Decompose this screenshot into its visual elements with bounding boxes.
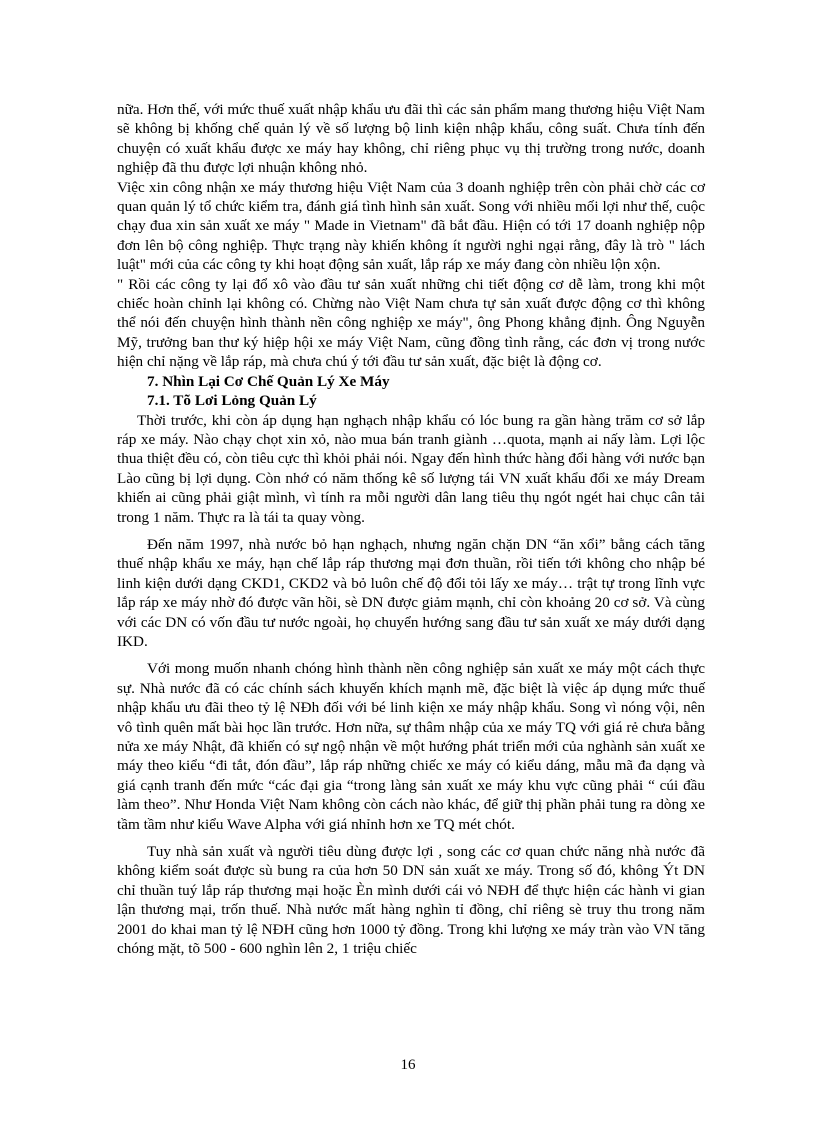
subsection-heading: 7.1. Tõ Lơi Lỏng Quản Lý xyxy=(147,392,317,410)
paragraph-6: Với mong muốn nhanh chóng hình thành nền công nghiệp sản xuất xe máy một cách thực sự. Nhà nước đã có các chính sách khuyến khích mạnh mẽ, đặc biệt là việc áp dụng mức thuế nhập khẩu ưu đãi theo tỷ lệ NĐh đối với bé linh kiện xe máy nhập khẩu. Song vì nóng vội, nên vô tình quên mất bài học lần trước. Hơn nữa, sự thâm nhập của xe máy TQ với giá rẻ chưa bằng nửa xe máy Nhật, đã khiến có sự ngộ nhận về một hướng phát triển mới của nghành sản xuất xe máy theo kiểu “đi tắt, đón đầu”, lắp ráp những chiếc xe máy có kiểu dáng, mẫu mã đa dạng và giá cạnh tranh đến mức “các đại gia “trong làng sản xuất xe máy khu vực cũng phải “ cúi đầu làm theo”. Như Honda Việt Nam không còn cách nào khác, để giữ thị phần phải tung ra dòng xe tầm tầm như kiểu Wave Alpha với giá nhỉnh hơn xe TQ mét chót. xyxy=(117,660,705,833)
paragraph-1: nữa. Hơn thế, với mức thuế xuất nhập khẩu ưu đãi thì các sản phẩm mang thương hiệu Việt Nam sẽ không bị khống chế quản lý về số lượng bộ linh kiện nhập khẩu, công suất. Chưa tính đến chuyện có xuất khẩu được xe máy hay không, chỉ riêng phục vụ thị trường trong nước, doanh nghiệp đã thu được lợi nhuận không nhỏ. xyxy=(117,101,705,177)
paragraph-7: Tuy nhà sản xuất và người tiêu dùng được lợi , song các cơ quan chức năng nhà nước đã không kiểm soát được sù bung ra của hơn 50 DN sản xuất xe máy. Trong số đó, không Ýt DN chỉ thuần tuý lắp ráp thương mại hoặc Èn mình dưới cái vỏ NĐH để thực hiện các hành vi gian lận thương mại, trốn thuế. Nhà nước mất hàng nghìn tỉ đồng, chỉ riêng sè truy thu trong năm 2001 do khai man tỷ lệ NĐH cũng hơn 1000 tỷ đồng. Trong khi lượng xe máy tràn vào VN tăng chóng mặt, tõ 500 - 600 nghìn lên 2, 1 triệu chiếc xyxy=(117,843,705,958)
paragraph-4: Thời trước, khi còn áp dụng hạn nghạch nhập khẩu có lóc bung ra gần hàng trăm cơ sở lắp ráp xe máy. Nào chạy chọt xin xỏ, nào mua bán tranh giành …quota, mạnh ai nấy làm. Lợi lộc thua thiệt đều có, còn tiêu cực thì khỏi phải nói. Ngay đến hình thức hàng đổi hàng với nước bạn Lào cũng bị lợi dụng. Còn nhớ có năm thống kê số lượng tái VN xuất khẩu đổi xe máy Dream khiến ai cũng phải giật mình, vì tính ra mỗi người dân lang tiêu thụ ngót ngét hai chục cân tải trong 1 năm. Thực ra là tái ta quay vòng. xyxy=(117,411,705,526)
section-heading: 7. Nhìn Lại Cơ Chế Quản Lý Xe Máy xyxy=(147,372,390,390)
paragraph-2: Việc xin công nhận xe máy thương hiệu Việt Nam của 3 doanh nghiệp trên còn phải chờ các cơ quan quản lý tổ chức kiểm tra, đánh giá tình hình sản xuất. Song với nhiều mối lợi như thế, cuộc chạy đua xin sản xuất xe máy " Made in Vietnam" đã bắt đầu. Hiện có tới 17 doanh nghiệp nộp đơn lên bộ công nghiệp. Thực trạng này khiến không ít người nghi ngại rằng, đây là trò " lách luật" mới của các công ty khi hoạt động sản xuất, lắp ráp xe máy đang còn nhiều lộn xộn. xyxy=(117,178,705,274)
document-body xyxy=(117,100,705,958)
paragraph-5: Đến năm 1997, nhà nước bỏ hạn nghạch, nhưng ngăn chặn DN “ăn xổi” bằng cách tăng thuế nhập khẩu xe máy, hạn chế lắp ráp thương mại đơn thuần, rồi tiến tới không cho nhập bé linh kiện dưới dạng CKD1, CKD2 và bỏ luôn chế độ đổi tỏi lấy xe máy… trật tự trong lĩnh vực lắp ráp xe máy nhờ đó được vãn hồi, sè DN được giảm mạnh, chỉ còn khoảng 20 cơ sở. Và cùng với các DN có vốn đầu tư nước ngoài, họ chuyển hướng sang đầu tư sản xuất xe máy dưới dạng IKD. xyxy=(117,535,705,650)
page-number: 16 xyxy=(400,1057,416,1073)
paragraph-3: " Rồi các công ty lại đổ xô vào đầu tư sản xuất những chi tiết động cơ dễ làm, trong khi một chiếc hoàn chỉnh lại không có. Chừng nào Việt Nam chưa tự sản xuất được động cơ thì không thể nói đến chuyện hình thành nền công nghiệp xe máy", ông Phong khẳng định. Ông Nguyễn Mỹ, trưởng ban thư ký hiệp hội xe máy Việt Nam, cũng đồng tình rằng, các đơn vị trong nước hiện chỉ nặng về lắp ráp, mà chưa chú ý tới đầu tư sản xuất, đặc biệt là động cơ. xyxy=(117,275,705,371)
